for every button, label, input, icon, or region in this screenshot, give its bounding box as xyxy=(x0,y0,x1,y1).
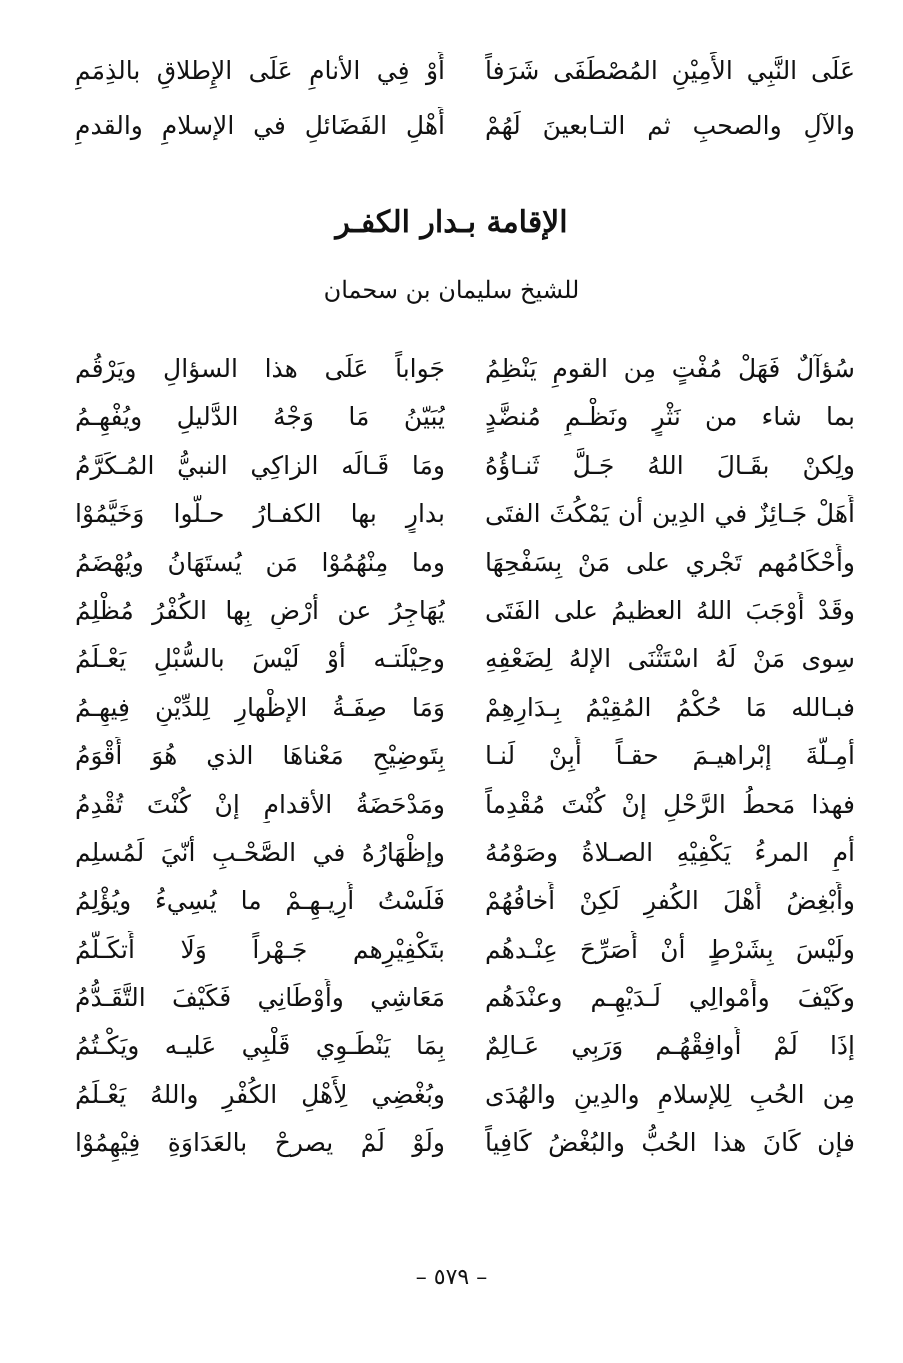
verse xyxy=(75,689,855,737)
verse-first-hemistich: فإن كَانَ هذا الحُبُّ والبُغْضُ كَافِياً xyxy=(485,1128,855,1158)
verse-first-hemistich: ولِكنْ بقَـالَ اللهُ جَـلَّ ثَنـاؤُهُ xyxy=(485,450,855,480)
verse-first-hemistich: والآلِ والصحبِ ثم التـابعينَ لَهُمْ xyxy=(485,111,855,140)
verse-second-hemistich: فَلَسْتُ أُرِيـهِـمْ ما يُسِيءُ ويُؤْلِمُ xyxy=(75,886,445,916)
verse-second-hemistich: ومَدْحَضَةُ الأقدامِ إنْ كُنْتَ تُقْدِمُ xyxy=(75,789,445,819)
verse-second-hemistich: وإظْهَارُهُ في الصَّحْـبِ أنّيَ لَمُسلِم xyxy=(75,837,445,867)
verse xyxy=(75,495,855,543)
verse-first-hemistich: وكَيْفَ وأَمْوالِي لَـدَيْهِـم وعنْدَهُم xyxy=(485,983,855,1013)
verse xyxy=(75,786,855,834)
verse-first-hemistich: وأَبْغِضُ أَهْلَ الكُفرِ لَكِنْ أَخافُهُمْ xyxy=(485,886,855,916)
verse-second-hemistich: وحِيْلَتـه أوْ لَيْسَ بالسُّبْلِ يَعْـلَمُ xyxy=(75,644,445,674)
verse xyxy=(75,1076,855,1124)
page-number: – ٥٧٩ – xyxy=(415,1265,488,1290)
poem-author: للشيخ سليمان بن سحمان xyxy=(323,276,580,304)
verse xyxy=(75,544,855,592)
verse xyxy=(75,931,855,979)
verse-second-hemistich: بتَكْفِيْرِهم جَـهْراً وَلَا أَتكَـلَّمُ xyxy=(75,934,445,964)
verse xyxy=(75,834,855,882)
verse xyxy=(75,979,855,1027)
verse-second-hemistich: أَهْلِ الفَضَائلِ في الإسلامِ والقدمِ xyxy=(75,111,445,140)
verse-second-hemistich: جَواباً عَلَى هذا السؤالِ ويَرْقُم xyxy=(75,354,445,383)
verse-second-hemistich: يُبَيّنُ مَا وَجْهُ الدَّليلِ ويُفْهِـمُ xyxy=(75,402,445,432)
verse-first-hemistich: ولَيْسَ بِشَرْطٍ أنْ أُصَرِّحَ عِنْـدهُم xyxy=(485,934,855,964)
verse-second-hemistich: بِتَوضِيْحِ مَعْناهَا الذي هُوَ أَقْوَمُ xyxy=(75,741,445,771)
verse-first-hemistich: سِوى مَنْ لَهُ اسْتَثْنَى الإلهُ لِضَعْفِهِ xyxy=(485,644,855,674)
verse xyxy=(75,350,855,398)
verse xyxy=(75,1027,855,1075)
verse xyxy=(75,592,855,640)
verse-first-hemistich: إذَا لَمْ أُوافِقْهُـم وَرَبِي عَـالِمٌ xyxy=(485,1031,855,1061)
verse-first-hemistich: أَهَلْ جَـائِزٌ في الدِين أن يَمْكُثَ الفتَى xyxy=(485,499,855,529)
verse-second-hemistich: أَوْ فِي الأنامِ عَلَى الإِطلاقِ بالذِمَمِ xyxy=(75,56,445,85)
poem-verses xyxy=(75,350,855,1173)
verse-second-hemistich: بدارٍ بها الكفـارُ حـلُّوا وَخَيَّمُوْا xyxy=(75,499,445,529)
verse-first-hemistich: فهذا مَحطُ الرَّحْلِ إنْ كُنْتَ مُقْدِماً xyxy=(485,789,855,819)
poem-title: الإقامة بـدار الكفـر xyxy=(335,205,568,240)
verse-first-hemistich: عَلَى النَّبِي الأَمِيْنِ المُصْطَفَى شَرَفاً xyxy=(485,56,855,85)
verse-second-hemistich: بِمَا يَنْطَـوِي قَلْبِي عَليـه ويَكْـتُمُ xyxy=(75,1031,445,1061)
top-verses xyxy=(75,52,855,162)
verse-second-hemistich: مَعَاشِي وأَوْطَانِي فَكَيْفَ التَّقَـدُّمُ xyxy=(75,983,445,1013)
verse-second-hemistich: وما مِنْهُمُوْا مَن يُستَهَانُ ويُهْضَمُ xyxy=(75,547,445,577)
verse xyxy=(75,447,855,495)
verse xyxy=(75,398,855,446)
verse xyxy=(75,882,855,930)
verse-second-hemistich: وبُغْضِي لِأَهْلِ الكُفْرِ واللهُ يَعْـلَمُ xyxy=(75,1079,445,1109)
verse xyxy=(75,737,855,785)
verse-first-hemistich: أمِـلَّةَ إبْراهيـمَ حقـاً أَبِنْ لَنـا xyxy=(485,741,855,771)
verse xyxy=(75,1124,855,1172)
verse-first-hemistich: أمِ المرءُ يَكْفِيْهِ الصـلاةُ وصَوْمُهُ xyxy=(485,837,855,867)
verse xyxy=(75,107,855,162)
verse xyxy=(75,52,855,107)
verse-first-hemistich: بما شاء من نَثْرٍ ونَظْـمٍ مُنضَّدٍ xyxy=(485,402,855,432)
verse-first-hemistich: مِن الحُبِ لِلإسلامِ والدِينِ والهُدَى xyxy=(485,1079,855,1109)
verse-first-hemistich: وقَدْ أَوْجَبَ اللهُ العظيمُ على الفَتَى xyxy=(485,595,855,625)
verse-second-hemistich: يُهَاجِرُ عن أرْضٍ بِها الكُفْرُ مُظْلِمُ xyxy=(75,595,445,625)
verse-second-hemistich: وَمَا صِفَـةُ الإظْهارِ لِلدِّيْنِ فِيهِـمُ xyxy=(75,692,445,722)
verse-second-hemistich: ومَا قَـالَه الزاكِي النبيُّ المُـكَرَّمُ xyxy=(75,450,445,480)
verse-first-hemistich: سُؤآلٌ فَهَلْ مُفْتٍ مِن القومِ يَنْظِمُ xyxy=(485,354,855,383)
verse-second-hemistich: ولَوْ لَمْ يصرحْ بالعَدَاوَةِ فِيْهِمُوْا xyxy=(75,1128,445,1158)
verse-first-hemistich: فبـالله مَا حُكْمُ المُقِيْمُ بِـدَارِهِمْ xyxy=(485,692,855,722)
verse-first-hemistich: وأَحْكَامُهم تَجْري على مَنْ بِسَفْحِهَا xyxy=(485,547,855,577)
verse xyxy=(75,640,855,688)
